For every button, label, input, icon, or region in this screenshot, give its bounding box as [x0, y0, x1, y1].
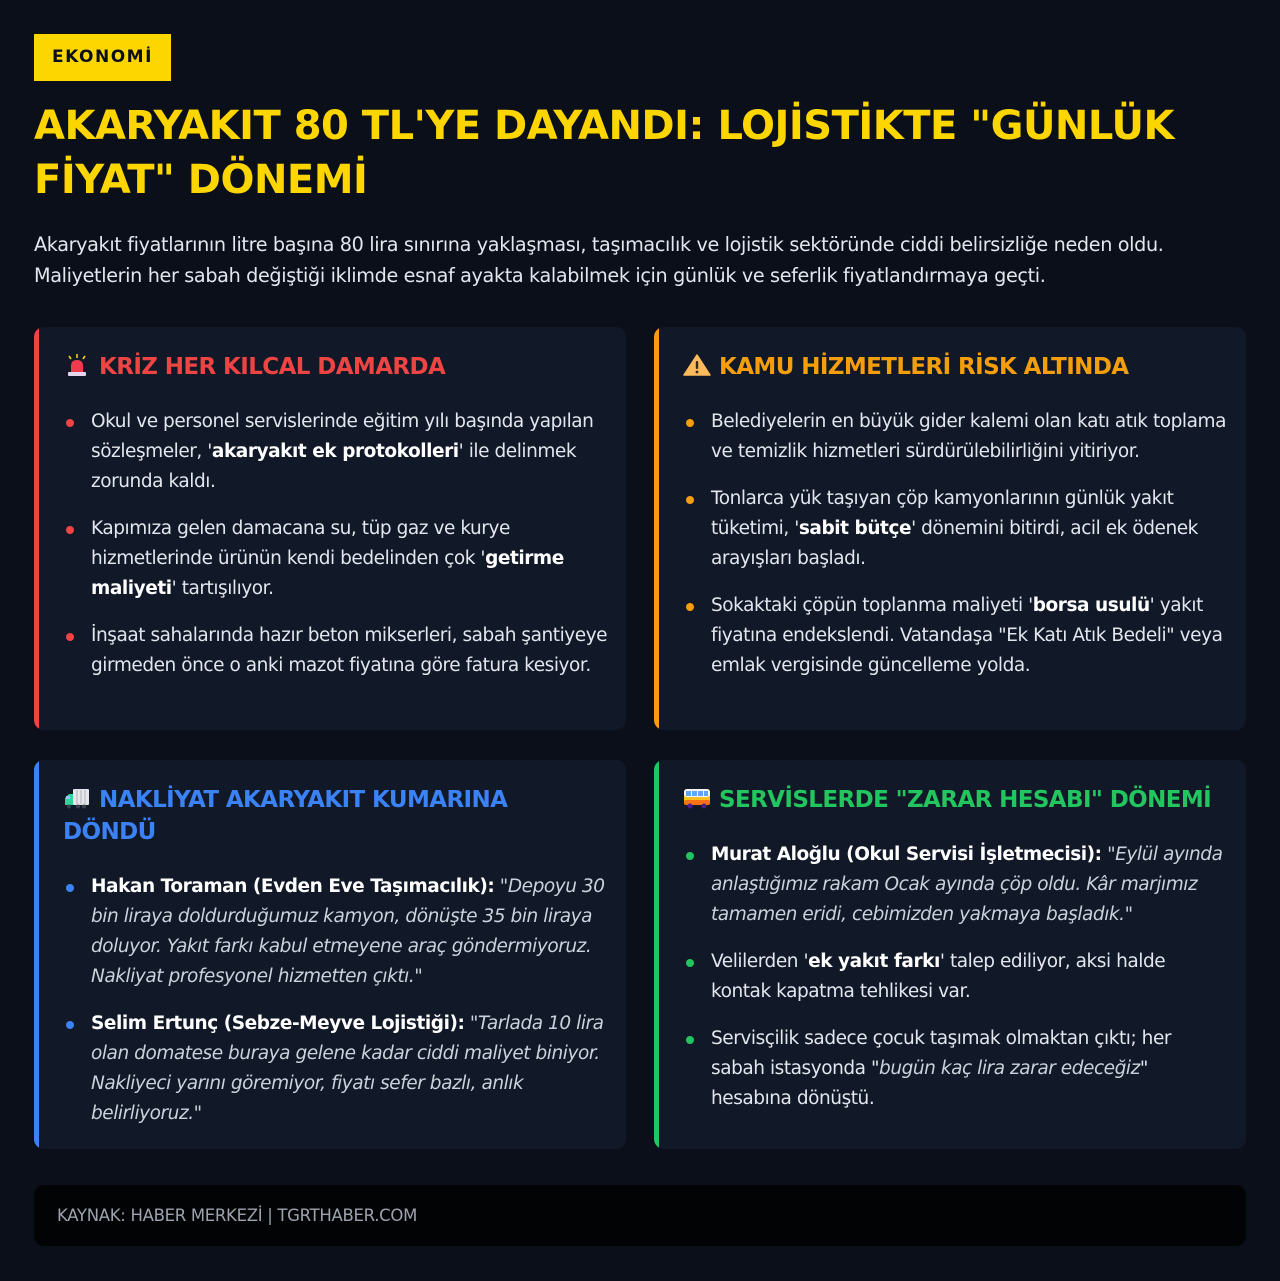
card-title: SERVİSLERDE "ZARAR HESABI" DÖNEMİ	[683, 784, 1223, 816]
quote-text: "Depoyu 30 bin liraya doldurduğumuz kamyon, dönüşte 35 bin liraya doluyor. Yakıt farkı kabul etmeyene araç göndermiyoruz. Nakliyat profesyonel hizmetten çıktı."	[91, 876, 605, 987]
list-item: Belediyelerin en büyük gider kalemi olan katı atık toplama ve temizlik hizmetleri sürdürülebilirliğini yitiriyor.	[683, 407, 1228, 467]
source-footer: KAYNAK: HABER MERKEZİ | TGRTHABER.COM	[34, 1185, 1246, 1246]
card-title: NAKLİYAT AKARYAKIT KUMARINA DÖNDÜ	[63, 787, 508, 845]
quote-item	[683, 840, 1228, 930]
category-badge[interactable]: EKONOMİ	[34, 34, 171, 81]
bullet-dot	[686, 852, 694, 860]
truck-icon	[63, 786, 91, 810]
bullet-dot	[66, 526, 74, 534]
warning-icon	[683, 353, 711, 377]
quote-text: "Tarlada 10 lira olan domatese buraya gelene kadar ciddi maliyet biniyor. Nakliyeci yarını göremiyor, fiyatı sefer bazlı, anlık belirliyoruz."	[91, 1013, 604, 1124]
speaker-name: Murat Aloğlu (Okul Servisi İşletmecisi):	[711, 844, 1102, 865]
list-item: Servisçilik sadece çocuk taşımak olmaktan çıktı; her sabah istasyonda "bugün kaç lira zarar edeceğiz" hesabına dönüştü.	[683, 1024, 1228, 1114]
bullet-dot	[66, 884, 74, 892]
card-school-services	[654, 760, 1246, 1149]
headline: AKARYAKIT 80 TL'YE DAYANDI: LOJİSTİKTE "GÜNLÜK FİYAT" DÖNEMİ	[34, 103, 1174, 203]
quote-item	[63, 1009, 608, 1129]
lead-paragraph: Akaryakıt fiyatlarının litre başına 80 lira sınırına yaklaşması, taşımacılık ve lojistik sektöründe ciddi belirsizliğe neden oldu. Maliyetlerin her sabah değiştiği iklimde esnaf ayakta kalabilmek için günlük ve seferlik fiyatlandırmaya geçti.	[34, 233, 1164, 287]
list-item: Sokaktaki çöpün toplanma maliyeti 'borsa usulü' yakıt fiyatına endekslendi. Vatandaşa "Ek Katı Atık Bedeli" veya emlak vergisinde güncelleme yolda.	[683, 591, 1228, 681]
list-item: Tonlarca yük taşıyan çöp kamyonlarının günlük yakıt tüketimi, 'sabit bütçe' dönemini bitirdi, acil ek ödenek arayışları başladı.	[683, 484, 1228, 574]
card-public-services	[654, 327, 1246, 730]
card-list	[683, 840, 1228, 1131]
bus-icon	[683, 786, 711, 810]
bullet-dot	[66, 633, 74, 641]
quote-item	[63, 872, 608, 992]
bullet-dot	[686, 603, 694, 611]
card-title: KAMU HİZMETLERİ RİSK ALTINDA	[683, 351, 1223, 383]
card-crisis	[34, 327, 626, 730]
card-transport	[34, 760, 626, 1149]
card-list	[63, 407, 608, 698]
bullet-dot	[686, 496, 694, 504]
speaker-name: Selim Ertunç (Sebze-Meyve Lojistiği):	[91, 1013, 465, 1034]
bullet-dot	[686, 1036, 694, 1044]
list-item: İnşaat sahalarında hazır beton mikserleri, sabah şantiyeye girmeden önce o anki mazot fiyatına göre fatura kesiyor.	[63, 621, 608, 681]
card-list	[63, 872, 608, 1146]
police-siren-icon	[63, 353, 91, 377]
list-item: Kapımıza gelen damacana su, tüp gaz ve kurye hizmetlerinde ürünün kendi bedelinden çok 'getirme maliyeti' tartışılıyor.	[63, 514, 608, 604]
bullet-dot	[686, 419, 694, 427]
list-item: Okul ve personel servislerinde eğitim yılı başında yapılan sözleşmeler, 'akaryakıt ek protokolleri' ile delinmek zorunda kaldı.	[63, 407, 608, 497]
list-item: Velilerden 'ek yakıt farkı' talep ediliyor, aksi halde kontak kapatma tehlikesi var.	[683, 947, 1228, 1007]
card-title: KRİZ HER KILCAL DAMARDA	[63, 351, 603, 383]
quote-text: "Eylül ayında anlaştığımız rakam Ocak ayında çöp oldu. Kâr marjımız tamamen eridi, cebimizden yakmaya başladık."	[711, 844, 1223, 925]
speaker-name: Hakan Toraman (Evden Eve Taşımacılık):	[91, 876, 495, 897]
bullet-dot	[686, 959, 694, 967]
bullet-dot	[66, 1021, 74, 1029]
bullet-dot	[66, 419, 74, 427]
card-list	[683, 407, 1228, 698]
